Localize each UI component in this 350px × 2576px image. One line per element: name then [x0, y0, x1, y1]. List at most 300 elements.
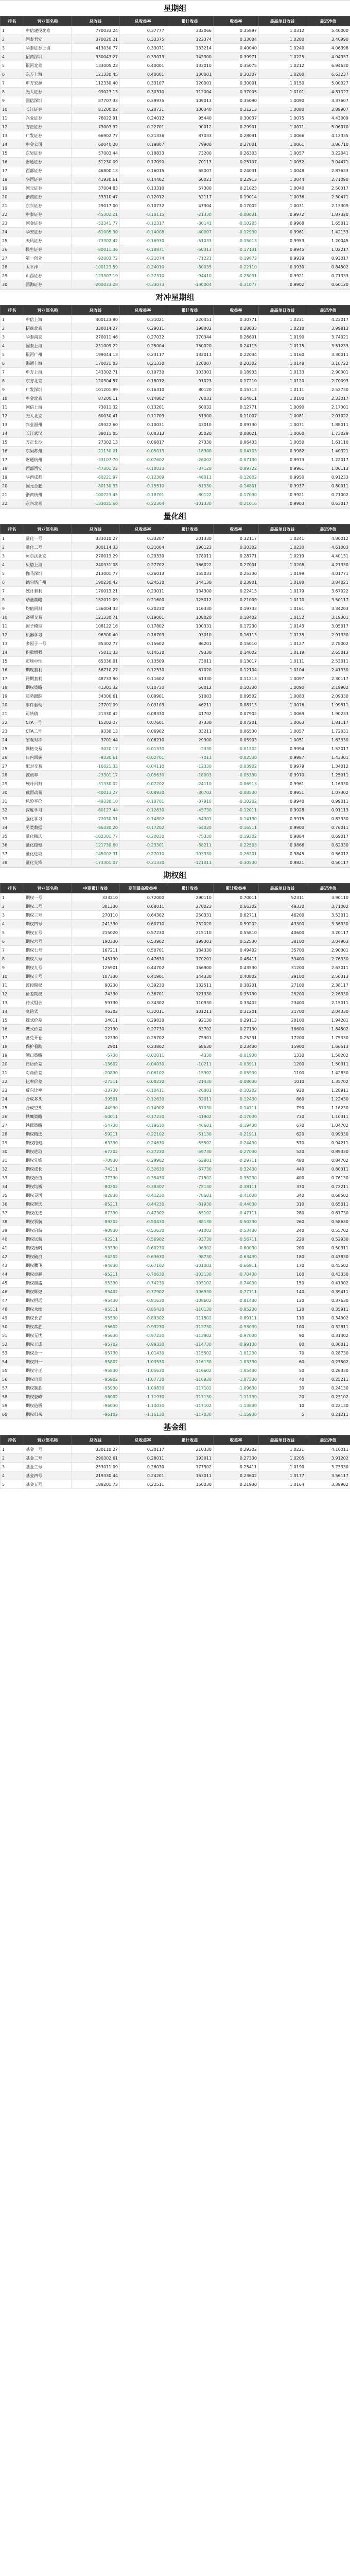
value-cell: 108020	[166, 613, 214, 622]
value-cell: 0.9973	[259, 455, 306, 464]
table-row[interactable]	[1, 990, 350, 998]
table-row[interactable]	[1, 280, 350, 289]
table-row[interactable]	[1, 210, 350, 219]
column-header[interactable]: 收益率	[214, 1435, 259, 1445]
table-row[interactable]	[1, 1323, 350, 1331]
table-row[interactable]	[1, 561, 350, 569]
table-row[interactable]	[1, 333, 350, 342]
table-row[interactable]	[1, 1340, 350, 1349]
table-row[interactable]	[1, 657, 350, 666]
table-row[interactable]	[1, 482, 350, 490]
column-header[interactable]: 最近净值	[306, 884, 350, 893]
value-cell: -45302.21	[72, 210, 120, 219]
value-cell: 232020	[166, 920, 214, 928]
rank-cell: 21	[1, 490, 24, 499]
value-cell: -0.17030	[214, 1112, 259, 1121]
branch-name-cell: 兴业证券	[24, 114, 72, 123]
column-header[interactable]: 总收益	[72, 524, 120, 534]
table-row[interactable]	[1, 587, 350, 596]
value-cell: -96030	[72, 1401, 120, 1410]
table-row[interactable]	[1, 779, 350, 788]
table-row[interactable]	[1, 166, 350, 175]
table-row[interactable]	[1, 447, 350, 455]
table-row[interactable]	[1, 1471, 350, 1480]
value-cell: 0.32811	[306, 1323, 350, 1331]
rank-cell: 10	[1, 613, 24, 622]
value-cell: 2.76330	[306, 955, 350, 963]
table-row[interactable]	[1, 1112, 350, 1121]
value-cell: 0.45502	[306, 1261, 350, 1270]
value-cell: 1.28911	[306, 1086, 350, 1095]
table-row[interactable]	[1, 981, 350, 990]
table-row[interactable]	[1, 1393, 350, 1401]
branch-name-cell: 备兑开仓	[24, 1033, 72, 1042]
value-cell: -0.08031	[214, 210, 259, 219]
table-row[interactable]	[1, 342, 350, 350]
table-row[interactable]	[1, 140, 350, 149]
table-row[interactable]	[1, 920, 350, 928]
table-row[interactable]	[1, 1139, 350, 1147]
section-title: 期权组	[0, 867, 350, 883]
column-header[interactable]: 最近净值	[306, 1435, 350, 1445]
value-cell: 0.69017	[306, 832, 350, 841]
value-cell: 112004	[166, 88, 214, 96]
table-row[interactable]	[1, 1252, 350, 1261]
branch-name-cell: 中信建投北京	[24, 26, 72, 35]
table-row[interactable]	[1, 613, 350, 622]
column-header[interactable]: 累计收益	[166, 1435, 214, 1445]
value-cell: -0.41030	[214, 1191, 259, 1200]
rank-cell: 23	[1, 727, 24, 736]
value-cell: -0.67102	[120, 1261, 166, 1270]
branch-name-cell: 伽马深圳	[24, 569, 72, 578]
table-row[interactable]	[1, 850, 350, 858]
value-cell: -21130.01	[72, 447, 120, 455]
value-cell: 38100	[259, 937, 306, 946]
table-row[interactable]	[1, 736, 350, 744]
table-row[interactable]	[1, 1270, 350, 1279]
table-row[interactable]	[1, 1095, 350, 1104]
column-header[interactable]: 最近净值	[306, 524, 350, 534]
table-row[interactable]	[1, 622, 350, 631]
table-row[interactable]	[1, 359, 350, 368]
table-row[interactable]	[1, 464, 350, 473]
table-row[interactable]	[1, 1077, 350, 1086]
value-cell: 0.35911	[306, 1305, 350, 1314]
branch-name-cell: 事件驱动	[24, 701, 72, 709]
table-row[interactable]	[1, 1007, 350, 1016]
table-row[interactable]	[1, 604, 350, 613]
table-row[interactable]	[1, 683, 350, 692]
table-row[interactable]	[1, 1454, 350, 1463]
table-row[interactable]	[1, 1182, 350, 1191]
rank-cell: 7	[1, 946, 24, 955]
column-header[interactable]: 收益率	[214, 524, 259, 534]
table-row[interactable]	[1, 701, 350, 709]
table-row[interactable]	[1, 438, 350, 447]
column-header[interactable]: 营业部名称	[24, 1435, 72, 1445]
value-cell: 46302	[72, 1007, 120, 1016]
column-header[interactable]: 总收益	[72, 16, 120, 26]
table-row[interactable]	[1, 911, 350, 920]
table-row[interactable]	[1, 228, 350, 236]
column-header[interactable]: 最高单日收益	[259, 306, 306, 315]
table-row[interactable]	[1, 1060, 350, 1069]
value-cell: 21700	[259, 1007, 306, 1016]
column-header[interactable]: 累计收益率	[214, 884, 259, 893]
table-row[interactable]	[1, 1033, 350, 1042]
table-row[interactable]	[1, 762, 350, 771]
value-cell: 0.50701	[120, 946, 166, 955]
table-row[interactable]	[1, 105, 350, 114]
column-header[interactable]: 排名	[1, 524, 24, 534]
table-row[interactable]	[1, 674, 350, 683]
column-header[interactable]: 最高单日收益	[259, 884, 306, 893]
table-row[interactable]	[1, 788, 350, 797]
table-row[interactable]	[1, 1174, 350, 1182]
table-row[interactable]	[1, 131, 350, 140]
value-cell: -71502	[166, 1174, 214, 1182]
table-row[interactable]	[1, 377, 350, 385]
value-cell: 0.06817	[120, 438, 166, 447]
table-row[interactable]	[1, 858, 350, 867]
branch-name-cell: 东吴证券	[24, 149, 72, 158]
table-row[interactable]	[1, 946, 350, 955]
table-row[interactable]	[1, 631, 350, 639]
table-header-row	[1, 884, 350, 893]
table-row[interactable]	[1, 1147, 350, 1156]
value-cell: 0.18833	[120, 149, 166, 158]
table-row[interactable]	[1, 394, 350, 403]
table-row[interactable]	[1, 955, 350, 963]
table-row[interactable]	[1, 1016, 350, 1025]
table-row[interactable]	[1, 1051, 350, 1060]
table-row[interactable]	[1, 823, 350, 832]
table-row[interactable]	[1, 201, 350, 210]
table-row[interactable]	[1, 403, 350, 412]
table-row[interactable]	[1, 1191, 350, 1200]
table-row[interactable]	[1, 1086, 350, 1095]
value-cell: 0.72211	[306, 1182, 350, 1191]
table-row[interactable]	[1, 473, 350, 482]
column-header[interactable]: 累计收益	[166, 306, 214, 315]
table-row[interactable]	[1, 928, 350, 937]
table-row[interactable]	[1, 61, 350, 70]
value-cell: 43300	[259, 920, 306, 928]
value-cell: 0.58630	[306, 1217, 350, 1226]
table-row[interactable]	[1, 1069, 350, 1077]
rank-cell: 26	[1, 245, 24, 254]
table-row[interactable]	[1, 709, 350, 718]
column-header[interactable]: 总收益	[72, 1435, 120, 1445]
table-row[interactable]	[1, 1217, 350, 1226]
table-row[interactable]	[1, 744, 350, 753]
value-cell: -63330	[72, 1139, 120, 1147]
table-row[interactable]	[1, 998, 350, 1007]
table-row[interactable]	[1, 1305, 350, 1314]
value-cell: -0.99330	[120, 1340, 166, 1349]
value-cell: -46601	[166, 1121, 214, 1130]
column-header[interactable]: 营业部名称	[24, 306, 72, 315]
table-row[interactable]	[1, 1261, 350, 1270]
branch-name-cell: 期权破浪	[24, 1252, 72, 1261]
table-row[interactable]	[1, 902, 350, 911]
table-row[interactable]	[1, 893, 350, 902]
table-row[interactable]	[1, 1463, 350, 1471]
branch-name-cell: 对角价差	[24, 1069, 72, 1077]
table-row[interactable]	[1, 70, 350, 79]
value-cell: -88211	[166, 841, 214, 850]
table-row[interactable]	[1, 1226, 350, 1235]
branch-name-cell: 国泰上海	[24, 342, 72, 350]
value-cell: 1.0069	[259, 709, 306, 718]
table-row[interactable]	[1, 1331, 350, 1340]
table-row[interactable]	[1, 35, 350, 44]
rank-cell: 13	[1, 998, 24, 1007]
table-row[interactable]	[1, 385, 350, 394]
value-cell: -1.14030	[120, 1401, 166, 1410]
value-cell: 178011	[166, 552, 214, 561]
table-row[interactable]	[1, 771, 350, 779]
table-row[interactable]	[1, 1349, 350, 1358]
table-row[interactable]	[1, 1165, 350, 1174]
table-row[interactable]	[1, 1042, 350, 1051]
table-row[interactable]	[1, 639, 350, 648]
table-row[interactable]	[1, 123, 350, 131]
column-header[interactable]: 营业部名称	[24, 884, 72, 893]
table-row[interactable]	[1, 263, 350, 272]
table-row[interactable]	[1, 1279, 350, 1287]
column-header[interactable]: 累计收益	[166, 16, 214, 26]
column-header[interactable]: 排名	[1, 16, 24, 26]
table-row[interactable]	[1, 1314, 350, 1323]
table-row[interactable]	[1, 1025, 350, 1033]
value-cell: 1.0080	[259, 105, 306, 114]
table-row[interactable]	[1, 1445, 350, 1454]
value-cell: 0.27130	[214, 1025, 259, 1033]
column-header[interactable]: 收益率	[214, 16, 259, 26]
table-row[interactable]	[1, 569, 350, 578]
rank-cell: 20	[1, 193, 24, 201]
rank-cell: 37	[1, 850, 24, 858]
table-row[interactable]	[1, 272, 350, 280]
rank-cell: 24	[1, 228, 24, 236]
table-row[interactable]	[1, 648, 350, 657]
table-row[interactable]	[1, 1366, 350, 1375]
table-row[interactable]	[1, 219, 350, 228]
rank-cell: 22	[1, 1077, 24, 1086]
value-cell: 1200	[259, 1060, 306, 1069]
column-header[interactable]: 总收益率	[120, 524, 166, 534]
table-row[interactable]	[1, 841, 350, 850]
value-cell: 0.71333	[306, 272, 350, 280]
table-row[interactable]	[1, 114, 350, 123]
table-row[interactable]	[1, 184, 350, 193]
value-cell: 413030.77	[72, 44, 120, 53]
value-cell: 0.9845	[259, 850, 306, 858]
table-row[interactable]	[1, 552, 350, 561]
column-header[interactable]: 最高单日收益	[259, 1435, 306, 1445]
column-header[interactable]: 总收益率	[120, 306, 166, 315]
value-cell: 1.0200	[259, 70, 306, 79]
table-row[interactable]	[1, 96, 350, 105]
table-row[interactable]	[1, 324, 350, 333]
table-row[interactable]	[1, 236, 350, 245]
table-row[interactable]	[1, 315, 350, 324]
value-cell: -0.10205	[214, 219, 259, 228]
value-cell: 0.21930	[214, 1480, 259, 1489]
table-row[interactable]	[1, 692, 350, 701]
value-cell: 0.33402	[214, 998, 259, 1007]
column-header[interactable]: 最近净值	[306, 16, 350, 26]
table-row[interactable]	[1, 254, 350, 263]
table-row[interactable]	[1, 455, 350, 464]
table-row[interactable]	[1, 1401, 350, 1410]
column-header[interactable]: 总收益率	[120, 16, 166, 26]
value-cell: -0.50230	[214, 1217, 259, 1226]
value-cell: 145730	[72, 955, 120, 963]
column-header[interactable]: 累计收益	[166, 524, 214, 534]
rank-cell: 21	[1, 1069, 24, 1077]
branch-name-cell: 强化学习	[24, 815, 72, 823]
value-cell: 1.0219	[259, 552, 306, 561]
table-row[interactable]	[1, 1104, 350, 1112]
column-header[interactable]: 最高单日收益	[259, 16, 306, 26]
value-cell: 1.0040	[259, 184, 306, 193]
value-cell: -114730	[166, 1340, 214, 1349]
column-header[interactable]: 总收益	[72, 306, 120, 315]
value-cell: -78601	[166, 1191, 214, 1200]
column-header[interactable]: 中期累计收益	[72, 884, 120, 893]
column-header[interactable]: 排名	[1, 1435, 24, 1445]
rank-cell: 37	[1, 1209, 24, 1217]
branch-name-cell: 招商北京	[24, 324, 72, 333]
value-cell: -0.29711	[214, 1156, 259, 1165]
value-cell: -1.09830	[120, 1384, 166, 1393]
table-row[interactable]	[1, 1287, 350, 1296]
branch-name-cell: 期权五号	[24, 928, 72, 937]
table-row[interactable]	[1, 26, 350, 35]
column-header[interactable]: 营业部名称	[24, 16, 72, 26]
table-row[interactable]	[1, 490, 350, 499]
value-cell: 12330	[72, 1033, 120, 1042]
table-row[interactable]	[1, 1130, 350, 1139]
value-cell: 1010	[259, 1077, 306, 1086]
table-row[interactable]	[1, 543, 350, 552]
branch-name-cell: 申万宏源	[24, 79, 72, 88]
table-row[interactable]	[1, 753, 350, 762]
rank-cell: 9	[1, 604, 24, 613]
table-row[interactable]	[1, 412, 350, 420]
table-row[interactable]	[1, 44, 350, 53]
column-header[interactable]: 排名	[1, 306, 24, 315]
value-cell: 41702	[166, 709, 214, 718]
table-row[interactable]	[1, 79, 350, 88]
table-row[interactable]	[1, 1121, 350, 1130]
table-row[interactable]	[1, 596, 350, 604]
table-row[interactable]	[1, 1384, 350, 1393]
table-row[interactable]	[1, 972, 350, 981]
table-row[interactable]	[1, 175, 350, 184]
table-row[interactable]	[1, 806, 350, 815]
rank-cell: 16	[1, 1025, 24, 1033]
table-row[interactable]	[1, 832, 350, 841]
column-header[interactable]: 累计收益	[166, 884, 214, 893]
rank-cell: 1	[1, 534, 24, 543]
table-row[interactable]	[1, 1296, 350, 1305]
table-row[interactable]	[1, 158, 350, 166]
value-cell: 0.14002	[214, 648, 259, 657]
column-header[interactable]: 排名	[1, 884, 24, 893]
column-header[interactable]: 最高单日收益	[259, 524, 306, 534]
column-header[interactable]: 收益率	[214, 306, 259, 315]
table-row[interactable]	[1, 499, 350, 508]
table-row[interactable]	[1, 193, 350, 201]
column-header[interactable]: 期间最高收益率	[120, 884, 166, 893]
rank-cell: 2	[1, 902, 24, 911]
table-row[interactable]	[1, 815, 350, 823]
table-row[interactable]	[1, 350, 350, 359]
table-row[interactable]	[1, 245, 350, 254]
table-row[interactable]	[1, 149, 350, 158]
table-row[interactable]	[1, 718, 350, 727]
table-row[interactable]	[1, 1200, 350, 1209]
table-row[interactable]	[1, 963, 350, 972]
table-row[interactable]	[1, 1235, 350, 1244]
value-cell: 0.10031	[120, 420, 166, 429]
column-header[interactable]: 总收益率	[120, 1435, 166, 1445]
value-cell: -0.02701	[120, 753, 166, 762]
column-header[interactable]: 最近净值	[306, 306, 350, 315]
table-row[interactable]	[1, 534, 350, 543]
column-header[interactable]: 营业部名称	[24, 524, 72, 534]
table-row[interactable]	[1, 1480, 350, 1489]
table-row[interactable]	[1, 727, 350, 736]
table-row[interactable]	[1, 420, 350, 429]
table-row[interactable]	[1, 1358, 350, 1366]
table-row[interactable]	[1, 429, 350, 438]
rank-cell: 22	[1, 499, 24, 508]
value-cell: -0.63430	[214, 1252, 259, 1261]
table-row[interactable]	[1, 1244, 350, 1252]
table-row[interactable]	[1, 88, 350, 96]
value-cell: 1.50311	[306, 1060, 350, 1069]
branch-name-cell: 期权永续	[24, 1305, 72, 1314]
value-cell: 1.0175	[259, 342, 306, 350]
branch-name-cell: 东方上海	[24, 70, 72, 79]
table-row[interactable]	[1, 1375, 350, 1384]
table-row[interactable]	[1, 937, 350, 946]
rank-cell: 3	[1, 44, 24, 53]
branch-name-cell: 东方北京	[24, 377, 72, 385]
value-cell: 0.12771	[214, 403, 259, 412]
value-cell: 35020	[166, 429, 214, 438]
value-cell: 270013.29	[72, 552, 120, 561]
table-row[interactable]	[1, 368, 350, 377]
table-row[interactable]	[1, 797, 350, 806]
table-row[interactable]	[1, 1156, 350, 1165]
value-cell: 0.36701	[120, 990, 166, 998]
table-row[interactable]	[1, 666, 350, 674]
value-cell: 27302.13	[72, 438, 120, 447]
table-row[interactable]	[1, 1209, 350, 1217]
value-cell: 1.0280	[259, 35, 306, 44]
value-cell: 0.27330	[214, 1454, 259, 1463]
table-row[interactable]	[1, 578, 350, 587]
table-row[interactable]	[1, 53, 350, 61]
rank-cell: 4	[1, 1471, 24, 1480]
table-row[interactable]	[1, 1410, 350, 1419]
